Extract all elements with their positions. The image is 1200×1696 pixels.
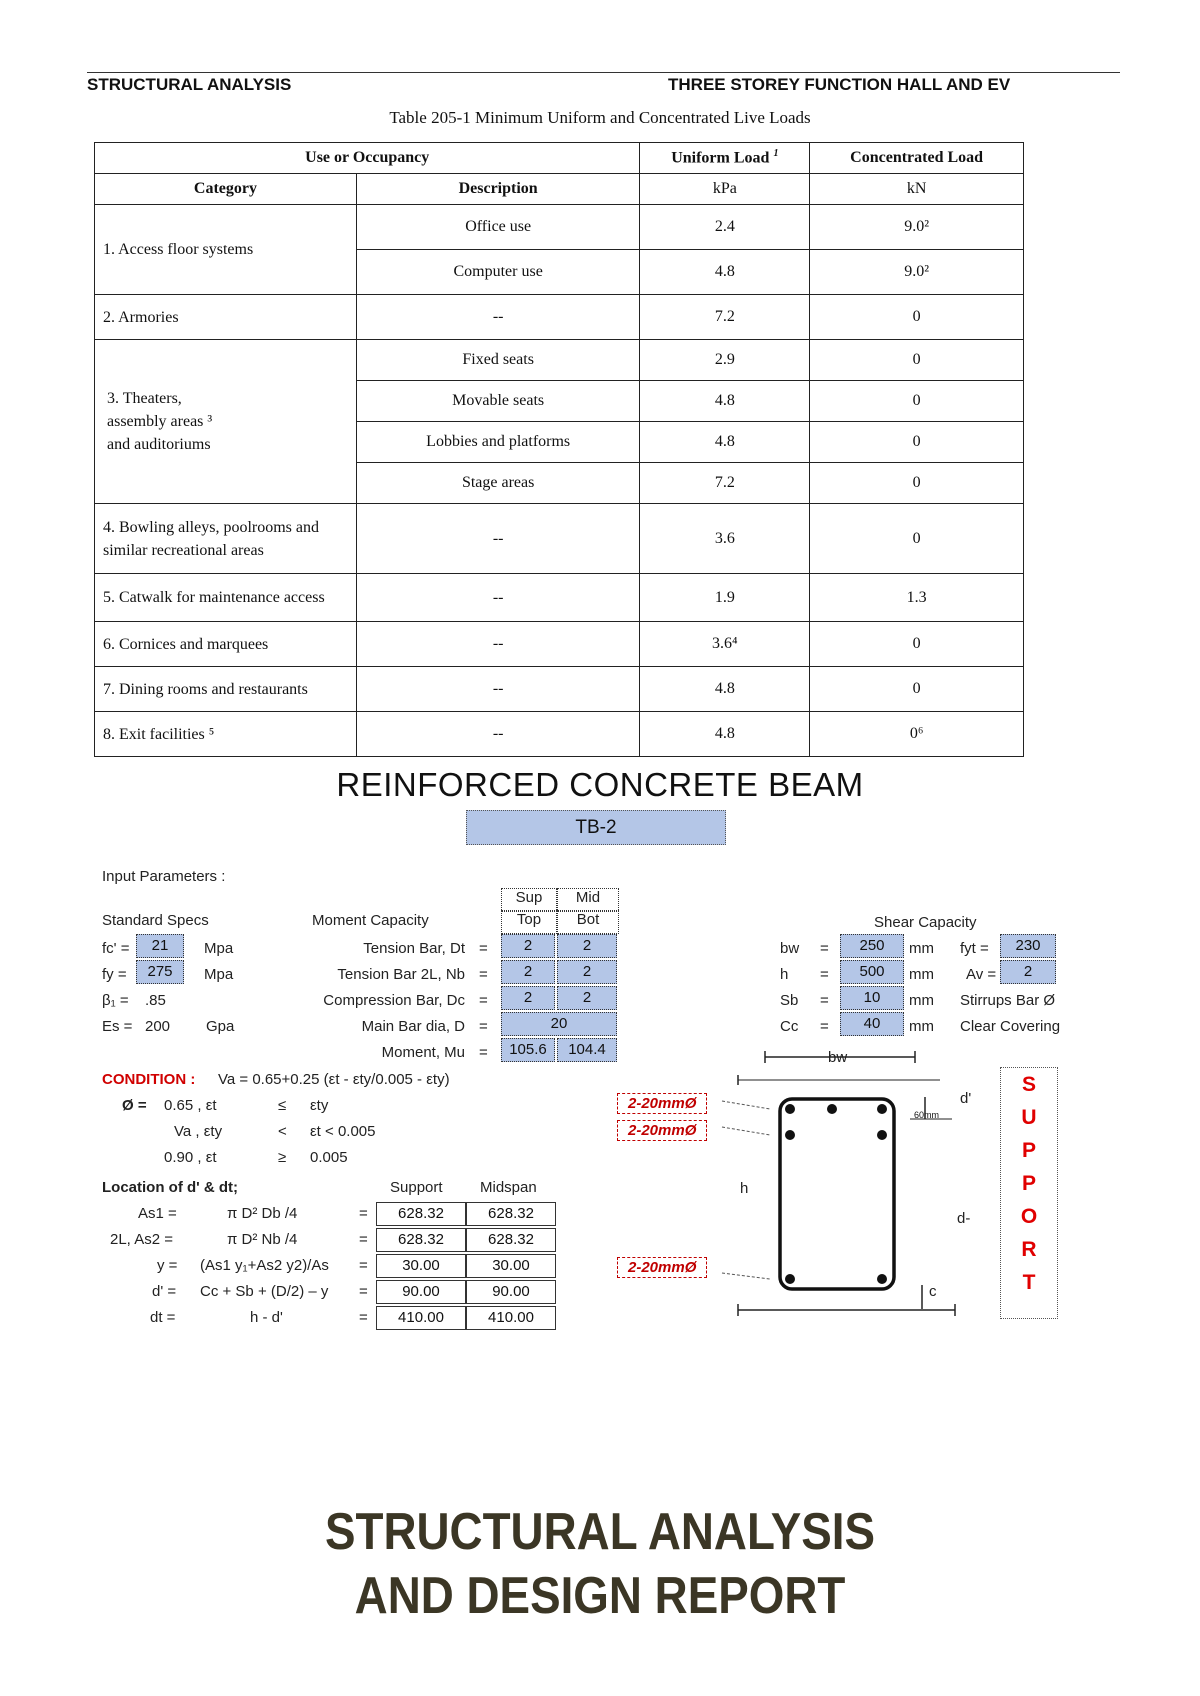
spec-beta-label: β₁ = xyxy=(102,992,129,1009)
spacing-label: 60mm xyxy=(914,1110,940,1120)
loc-col-midspan: Midspan xyxy=(480,1179,537,1196)
loc-as1-formula: π D² Db /4 xyxy=(227,1205,298,1222)
category-cell: 3. Theaters, assembly areas ³ and auditoriums xyxy=(95,340,357,504)
shear-sb-label: Sb xyxy=(780,992,799,1009)
moment-mu-sup[interactable]: 105.6 xyxy=(501,1038,555,1062)
support-letter: R xyxy=(1021,1238,1037,1261)
beam-section-diagram xyxy=(720,1045,990,1320)
loc-as1-label: As1 = xyxy=(138,1205,177,1222)
concentrated-cell: 9.0² xyxy=(810,205,1024,250)
col-bot: Bot xyxy=(557,910,619,934)
spec-fy-value[interactable]: 275 xyxy=(136,960,184,984)
col-mid: Mid xyxy=(557,888,619,912)
category-cell: 4. Bowling alleys, poolrooms and similar recreational areas xyxy=(95,504,357,574)
condition-phi: Ø = xyxy=(122,1097,147,1114)
description-cell: -- xyxy=(356,622,640,667)
condition-op-1: ≤ xyxy=(278,1097,287,1114)
spec-fc-unit: Mpa xyxy=(204,940,234,957)
uniform-cell: 4.8 xyxy=(640,381,810,422)
col-concentrated-load: Concentrated Load xyxy=(810,143,1024,174)
loc-y-support: 30.00 xyxy=(376,1254,466,1278)
table-row xyxy=(95,340,1024,381)
concentrated-cell: 0 xyxy=(810,622,1024,667)
moment-d-value[interactable]: 20 xyxy=(501,1012,617,1036)
shear-bw-unit: mm xyxy=(909,940,934,957)
beam-outline xyxy=(780,1099,894,1289)
standard-specs-label: Standard Specs xyxy=(102,912,209,929)
support-letter: O xyxy=(1020,1205,1038,1228)
shear-h-eq: = xyxy=(820,966,829,983)
loc-dprime-formula: Cc + Sb + (D/2) – y xyxy=(200,1283,329,1300)
moment-d-eq: = xyxy=(479,1018,488,1035)
input-params-label: Input Parameters : xyxy=(102,868,226,885)
spec-fc-label: fc' = xyxy=(102,940,130,957)
table-row xyxy=(95,667,1024,712)
shear-h-label: h xyxy=(780,966,789,983)
moment-dt-mid[interactable]: 2 xyxy=(557,934,617,958)
spec-fy-label: fy = xyxy=(102,966,127,983)
shear-sb-eq: = xyxy=(820,992,829,1009)
support-letter: U xyxy=(1021,1106,1037,1129)
concentrated-cell: 9.0² xyxy=(810,250,1024,295)
col-description: Description xyxy=(356,174,640,205)
moment-mu-label: Moment, Mu xyxy=(381,1044,465,1061)
category-cell: 8. Exit facilities ⁵ xyxy=(95,712,357,757)
rebar-dot xyxy=(877,1130,887,1140)
condition-op-2: < xyxy=(278,1123,287,1140)
beam-id-cell[interactable]: TB-2 xyxy=(466,810,726,845)
shear-cc-label: Cc xyxy=(780,1018,799,1035)
loc-as1-midspan: 628.32 xyxy=(466,1202,556,1226)
loc-as2-formula: π D² Nb /4 xyxy=(227,1231,298,1248)
description-cell: -- xyxy=(356,295,640,340)
category-cell: 1. Access floor systems xyxy=(95,205,357,295)
description-cell: Movable seats xyxy=(356,381,640,422)
rebar-bottom-label: 2-20mmØ xyxy=(617,1257,707,1278)
rebar-mid-label: 2-20mmØ xyxy=(617,1120,707,1141)
moment-mu-eq: = xyxy=(479,1044,488,1061)
moment-mu-mid[interactable]: 104.4 xyxy=(557,1038,617,1062)
uniform-cell: 4.8 xyxy=(640,712,810,757)
moment-nb-label: Tension Bar 2L, Nb xyxy=(337,966,465,983)
report-title-line-1: STRUCTURAL ANALYSIS xyxy=(324,1503,875,1561)
rebar-top-label: 2-20mmØ xyxy=(617,1093,707,1114)
moment-nb-sup[interactable]: 2 xyxy=(501,960,555,984)
condition-line-1: 0.65 , εt xyxy=(164,1097,217,1114)
uniform-cell: 3.6 xyxy=(640,504,810,574)
uniform-cell: 7.2 xyxy=(640,463,810,504)
concentrated-cell: 0 xyxy=(810,340,1024,381)
loc-eq: = xyxy=(359,1309,368,1326)
unit-uniform: kPa xyxy=(640,174,810,205)
condition-op-3: ≥ xyxy=(278,1149,287,1166)
condition-label: CONDITION : xyxy=(102,1071,196,1088)
col-sup: Sup xyxy=(501,888,557,912)
moment-capacity-label: Moment Capacity xyxy=(312,912,429,929)
h-label: h xyxy=(740,1180,749,1197)
category-cell: 5. Catwalk for maintenance access xyxy=(95,574,357,622)
support-letter: T xyxy=(1022,1271,1036,1294)
shear-sb-note: Stirrups Bar Ø xyxy=(960,992,1056,1009)
uniform-cell: 4.8 xyxy=(640,250,810,295)
bw-label: bw xyxy=(828,1049,848,1066)
rebar-dot xyxy=(785,1130,795,1140)
header-rule xyxy=(87,72,1120,73)
spec-es-label: Es = xyxy=(102,1018,133,1035)
spec-fc-value[interactable]: 21 xyxy=(136,934,184,958)
shear-bw-value[interactable]: 250 xyxy=(840,934,904,958)
concentrated-cell: 0 xyxy=(810,667,1024,712)
loc-dt-formula: h - d' xyxy=(250,1309,283,1326)
spec-fy-unit: Mpa xyxy=(204,966,234,983)
moment-nb-eq: = xyxy=(479,966,488,983)
loc-eq: = xyxy=(359,1283,368,1300)
rebar-dot xyxy=(877,1274,887,1284)
shear-h-unit: mm xyxy=(909,966,934,983)
condition-right-3: 0.005 xyxy=(310,1149,348,1166)
loc-eq: = xyxy=(359,1231,368,1248)
loc-col-support: Support xyxy=(390,1179,443,1196)
description-cell: Lobbies and platforms xyxy=(356,422,640,463)
concentrated-cell: 0 xyxy=(810,504,1024,574)
concentrated-cell: 0 xyxy=(810,381,1024,422)
uniform-cell: 1.9 xyxy=(640,574,810,622)
condition-line-2: Va , εty xyxy=(174,1123,223,1140)
shear-cc-value[interactable]: 40 xyxy=(840,1012,904,1036)
loc-y-midspan: 30.00 xyxy=(466,1254,556,1278)
loc-as1-support: 628.32 xyxy=(376,1202,466,1226)
report-title xyxy=(72,1500,1128,1628)
loc-y-formula: (As1 y₁+As2 y2)/As xyxy=(200,1257,329,1274)
moment-dt-eq: = xyxy=(479,940,488,957)
shear-fyt-value[interactable]: 230 xyxy=(1000,934,1056,958)
moment-dc-label: Compression Bar, Dc xyxy=(323,992,465,1009)
dprime-label: d' xyxy=(960,1090,972,1107)
description-cell: Office use xyxy=(356,205,640,250)
support-letter: P xyxy=(1021,1172,1036,1195)
loc-as2-midspan: 628.32 xyxy=(466,1228,556,1252)
concentrated-cell: 0 xyxy=(810,422,1024,463)
header-left: STRUCTURAL ANALYSIS xyxy=(87,75,292,94)
shear-av-label: Av = xyxy=(966,966,997,983)
description-cell: -- xyxy=(356,574,640,622)
moment-dt-label: Tension Bar, Dt xyxy=(363,940,465,957)
uniform-cell: 2.4 xyxy=(640,205,810,250)
uniform-cell: 2.9 xyxy=(640,340,810,381)
loc-eq: = xyxy=(359,1205,368,1222)
moment-nb-mid[interactable]: 2 xyxy=(557,960,617,984)
shear-cc-unit: mm xyxy=(909,1018,934,1035)
table-row xyxy=(95,622,1024,667)
category-cell: 2. Armories xyxy=(95,295,357,340)
uniform-cell: 3.6⁴ xyxy=(640,622,810,667)
location-label: Location of d' & dt; xyxy=(102,1179,239,1196)
shear-bw-eq: = xyxy=(820,940,829,957)
loc-dt-midspan: 410.00 xyxy=(466,1306,556,1330)
loc-dprime-support: 90.00 xyxy=(376,1280,466,1304)
table-row xyxy=(95,205,1024,250)
uniform-cell: 7.2 xyxy=(640,295,810,340)
table-row xyxy=(95,504,1024,574)
unit-concentrated: kN xyxy=(810,174,1024,205)
shear-sb-unit: mm xyxy=(909,992,934,1009)
table-caption: Table 205-1 Minimum Uniform and Concentrated Live Loads xyxy=(389,108,811,127)
col-top: Top xyxy=(501,910,557,934)
report-title-line-2: AND DESIGN REPORT xyxy=(354,1567,846,1625)
description-cell: Fixed seats xyxy=(356,340,640,381)
rebar-dot xyxy=(827,1104,837,1114)
condition-right-2: εt < 0.005 xyxy=(310,1123,376,1140)
shear-cc-note: Clear Covering xyxy=(960,1018,1061,1035)
description-cell: -- xyxy=(356,667,640,712)
support-letter: P xyxy=(1021,1139,1036,1162)
c-label: c xyxy=(929,1283,937,1300)
moment-dc-eq: = xyxy=(479,992,488,1009)
loc-dprime-midspan: 90.00 xyxy=(466,1280,556,1304)
live-load-table xyxy=(94,142,1024,757)
loc-as2-support: 628.32 xyxy=(376,1228,466,1252)
rebar-dot xyxy=(785,1274,795,1284)
loc-dt-support: 410.00 xyxy=(376,1306,466,1330)
support-label xyxy=(1000,1067,1058,1319)
spec-es-value: 200 xyxy=(145,1018,171,1035)
loc-eq: = xyxy=(359,1257,368,1274)
rebar-dot xyxy=(785,1104,795,1114)
shear-av-value[interactable]: 2 xyxy=(1000,960,1056,984)
condition-line-3: 0.90 , εt xyxy=(164,1149,217,1166)
spec-es-unit: Gpa xyxy=(206,1018,235,1035)
loc-dt-label: dt = xyxy=(150,1309,176,1326)
shear-cc-eq: = xyxy=(820,1018,829,1035)
concentrated-cell: 1.3 xyxy=(810,574,1024,622)
d-label: d- xyxy=(957,1210,971,1227)
moment-dc-mid[interactable]: 2 xyxy=(557,986,617,1010)
spec-beta-value: .85 xyxy=(145,992,166,1009)
loc-as2-label: 2L, As2 = xyxy=(110,1231,173,1248)
description-cell: -- xyxy=(356,504,640,574)
condition-right-1: εty xyxy=(310,1097,329,1114)
description-cell: Computer use xyxy=(356,250,640,295)
rebar-dot xyxy=(877,1104,887,1114)
category-cell: 6. Cornices and marquees xyxy=(95,622,357,667)
col-use-occupancy: Use or Occupancy xyxy=(95,143,640,174)
condition-formula: Va = 0.65+0.25 (εt - εty/0.005 - εty) xyxy=(218,1071,450,1088)
col-category: Category xyxy=(95,174,357,205)
table-row xyxy=(95,712,1024,757)
shear-fyt-label: fyt = xyxy=(960,940,989,957)
moment-d-label: Main Bar dia, D xyxy=(361,1018,465,1035)
moment-dt-sup[interactable]: 2 xyxy=(501,934,555,958)
col-uniform-load: Uniform Load $^1$ xyxy=(640,143,810,174)
support-letter: S xyxy=(1021,1073,1036,1096)
loc-dprime-label: d' = xyxy=(152,1283,177,1300)
description-cell: Stage areas xyxy=(356,463,640,504)
beam-title: REINFORCED CONCRETE BEAM xyxy=(336,766,864,803)
concentrated-cell: 0 xyxy=(810,295,1024,340)
table-row xyxy=(95,574,1024,622)
shear-sb-value[interactable]: 10 xyxy=(840,986,904,1010)
uniform-cell: 4.8 xyxy=(640,422,810,463)
header-right: THREE STOREY FUNCTION HALL AND EV xyxy=(668,75,1011,94)
category-cell: 7. Dining rooms and restaurants xyxy=(95,667,357,712)
concentrated-cell: 0 xyxy=(810,463,1024,504)
uniform-cell: 4.8 xyxy=(640,667,810,712)
moment-dc-sup[interactable]: 2 xyxy=(501,986,555,1010)
shear-capacity-label: Shear Capacity xyxy=(874,914,977,931)
concentrated-cell: 0⁶ xyxy=(810,712,1024,757)
loc-y-label: y = xyxy=(157,1257,178,1274)
table-row xyxy=(95,295,1024,340)
shear-h-value[interactable]: 500 xyxy=(840,960,904,984)
shear-bw-label: bw xyxy=(780,940,800,957)
description-cell: -- xyxy=(356,712,640,757)
